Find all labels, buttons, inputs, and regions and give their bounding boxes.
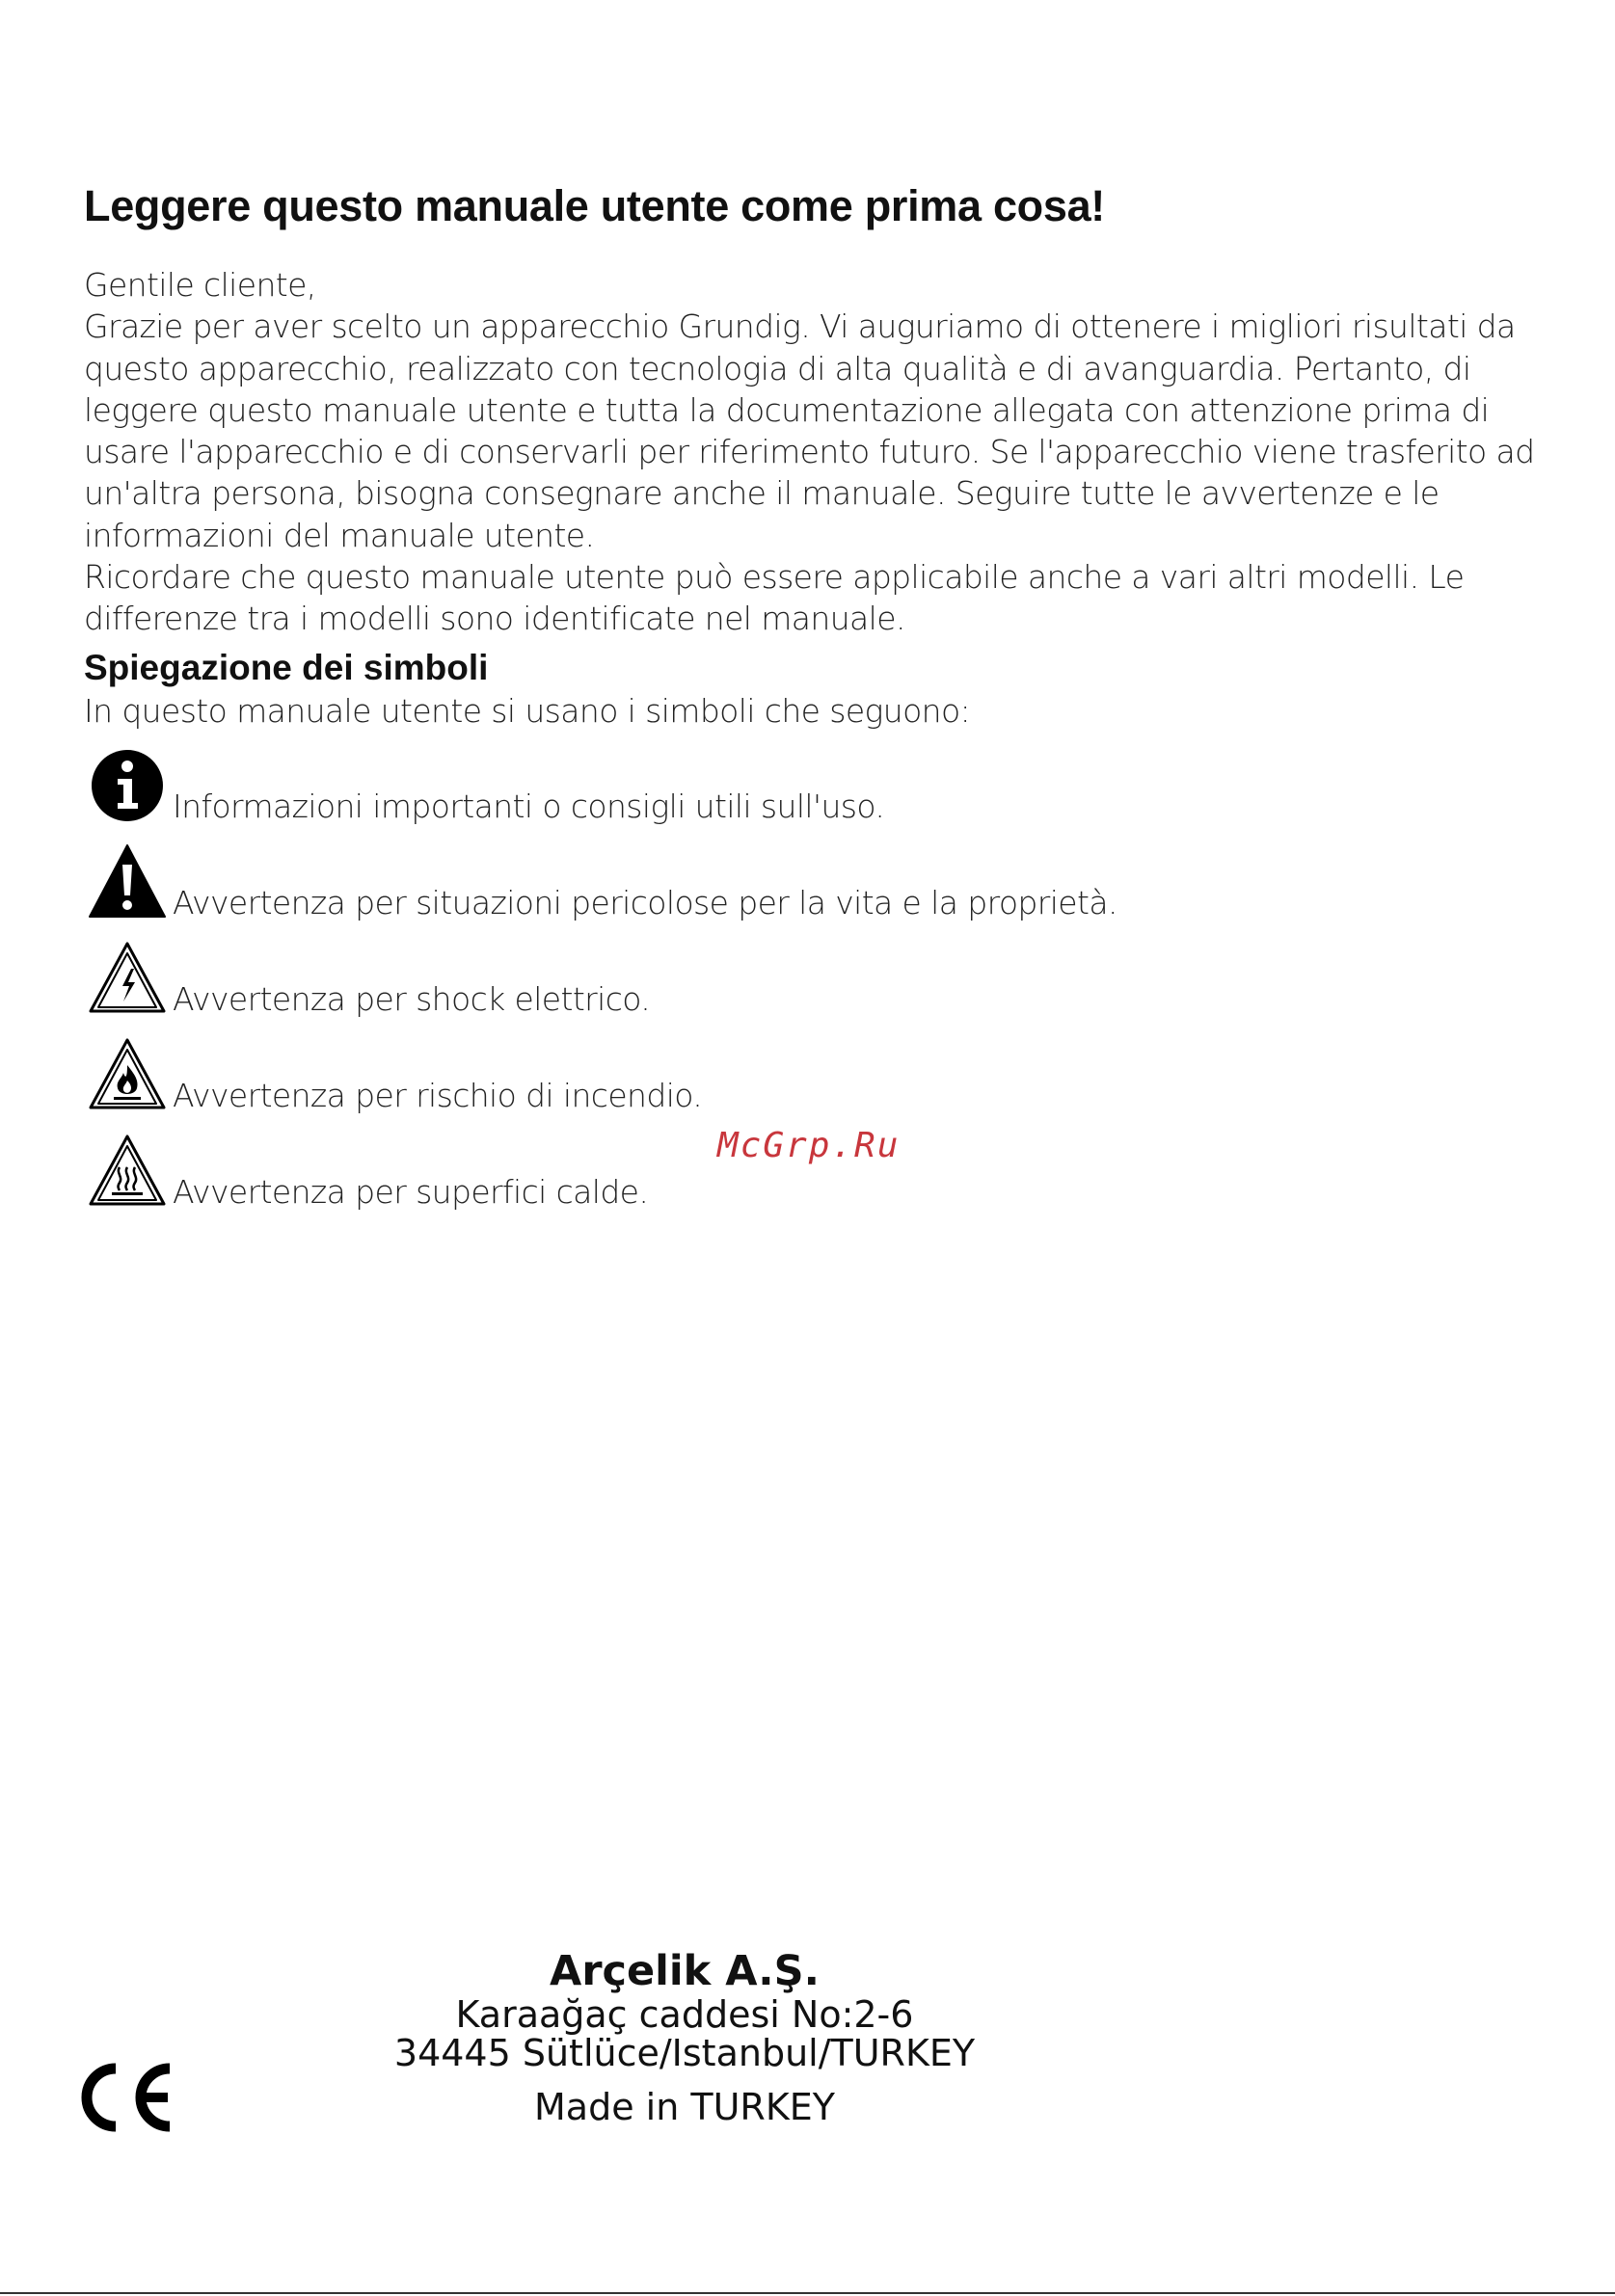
symbol-label-hot-surface: Avvertenza per superfici calde.	[173, 1172, 649, 1211]
hot-surface-icon	[89, 1133, 166, 1210]
ce-mark-icon	[81, 2063, 177, 2132]
symbol-label-info: Informazioni importanti o consigli utili sull'uso.	[173, 787, 885, 825]
made-in-label: Made in TURKEY	[534, 2086, 835, 2128]
greeting-text: Gentile cliente,	[84, 266, 316, 304]
watermark-text: McGrp.Ru	[717, 1126, 901, 1165]
manufacturer-company: Arçelik A.Ş.	[550, 1947, 820, 1995]
symbol-label-fire: Avvertenza per rischio di incendio.	[173, 1076, 703, 1114]
symbol-label-warning: Avvertenza per situazioni pericolose per la vita e la proprietà.	[173, 883, 1117, 921]
symbol-item-info	[84, 743, 1549, 840]
symbols-section-title: Spiegazione dei simboli	[84, 647, 489, 687]
manufacturer-address	[347, 1947, 1022, 2126]
bottom-divider	[0, 2292, 1615, 2294]
manufacturer-street: Karaağaç caddesi No:2-6	[455, 1993, 914, 2036]
models-note-paragraph: Ricordare che questo manuale utente può essere applicabile anche a vari altri modelli. Le differenze tra i modelli sono identificate nel manuale.	[84, 558, 1465, 638]
symbol-item-electric	[84, 936, 1549, 1032]
electric-shock-icon	[89, 940, 166, 1017]
page-content	[84, 181, 1549, 1225]
page-title: Leggere questo manuale utente come prima cosa!	[84, 181, 1105, 230]
symbol-item-fire	[84, 1032, 1549, 1129]
symbols-intro-text: In questo manuale utente si usano i simboli che seguono:	[84, 691, 971, 730]
intro-paragraph: Grazie per aver scelto un apparecchio Grundig. Vi auguriamo di ottenere i migliori risultati da questo apparecchio, realizzato con tecnologia di alta qualità e di avanguardia. Pertanto, di leggere questo manuale utente e tutta la documentazione allegata con attenzione prima di usare l'apparecchio e di conservarli per riferimento futuro. Se l'apparecchio viene trasferito ad un'altra persona, bisogna consegnare anche il manuale. Seguire tutte le avvertenze e le informazioni del manuale utente.	[84, 307, 1535, 554]
fire-hazard-icon	[89, 1036, 166, 1113]
info-icon	[89, 747, 166, 824]
warning-icon	[89, 843, 166, 921]
symbol-label-electric: Avvertenza per shock elettrico.	[173, 979, 651, 1018]
symbol-item-warning	[84, 840, 1549, 936]
manufacturer-city: 34445 Sütlüce/Istanbul/TURKEY	[393, 2032, 976, 2074]
